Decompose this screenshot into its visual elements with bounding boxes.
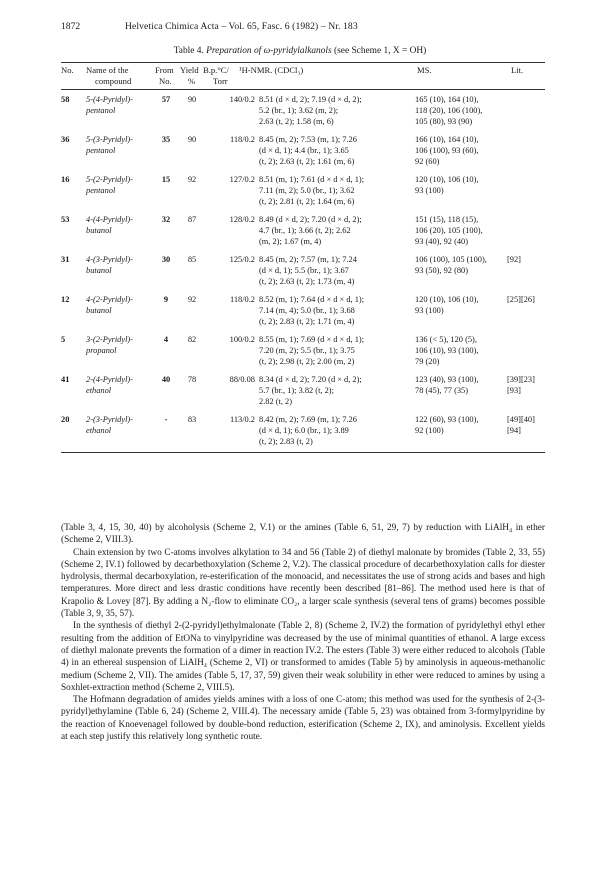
cell-ms: 165 (10), 164 (10), 118 (20), 106 (100), 105 (80), 93 (90) xyxy=(415,95,483,126)
cell-ms: 106 (100), 105 (100), 93 (50), 92 (80) xyxy=(415,255,487,275)
cell-from-no: - xyxy=(164,415,168,424)
col-header-from-1: From xyxy=(155,65,174,75)
cell-bp: 128/0.2 xyxy=(229,215,255,224)
col-header-ms: MS. xyxy=(417,65,432,75)
cell-yield: 83 xyxy=(187,415,197,424)
cell-yield: 87 xyxy=(187,215,197,224)
cell-no: 16 xyxy=(61,175,70,184)
col-header-bp-1: B.p.°C/ xyxy=(203,65,229,75)
cell-from-no: 57 xyxy=(161,95,171,104)
cell-no: 31 xyxy=(61,255,70,264)
cell-no: 41 xyxy=(61,375,70,384)
cell-ms: 166 (10), 164 (10), 106 (100), 93 (60), 92 (60) xyxy=(415,135,479,166)
cell-no: 36 xyxy=(61,135,70,144)
cell-nmr: 8.45 (m, 2); 7.57 (m, 1); 7.24 (d × d, 1); 5.5 (br., 1); 3.67 (t, 2); 2.63 (t, 2); 1.73 (m, 4) xyxy=(259,255,357,286)
cell-no: 12 xyxy=(61,295,70,304)
cell-lit: [49][40] [94] xyxy=(507,415,535,435)
cell-ms: 120 (10), 106 (10), 93 (100) xyxy=(415,175,479,195)
cell-yield: 82 xyxy=(187,335,197,344)
cell-compound-name: 5-(3-Pyridyl)- pentanol xyxy=(86,135,133,155)
page-number: 1872 xyxy=(61,21,81,32)
col-header-lit: Lit. xyxy=(511,65,524,75)
cell-nmr: 8.51 (d × d, 2); 7.19 (d × d, 2); 5.2 (br., 1); 3.62 (m, 2); 2.63 (t, 2); 1.58 (m, 6) xyxy=(259,95,362,126)
cell-ms: 122 (60), 93 (100), 92 (100) xyxy=(415,415,479,435)
cell-from-no: 35 xyxy=(161,135,171,144)
cell-bp: 140/0.2 xyxy=(229,95,255,104)
paragraph: (Table 3, 4, 15, 30, 40) by alcoholysis (Scheme 2, V.1) or the amines (Table 6, 51, 29, 7) by reduction with LiAlH₄ in ether (Scheme 2, VIII.3). xyxy=(61,523,545,546)
cell-no: 58 xyxy=(61,95,70,104)
caption-title: Preparation of ω-pyridylalkanols xyxy=(206,46,332,56)
cell-yield: 90 xyxy=(187,95,197,104)
cell-compound-name: 4-(4-Pyridyl)- butanol xyxy=(86,215,133,235)
cell-from-no: 4 xyxy=(163,335,169,344)
col-header-from-2: No. xyxy=(159,76,172,86)
caption-suffix: (see Scheme 1, X = OH) xyxy=(334,46,427,56)
col-header-nmr: ¹H-NMR. (CDCl₃) xyxy=(239,65,304,75)
col-header-name-1: Name of the xyxy=(86,65,129,75)
cell-from-no: 9 xyxy=(163,295,169,304)
cell-from-no: 32 xyxy=(161,215,171,224)
cell-no: 53 xyxy=(61,215,70,224)
col-header-yield-1: Yield xyxy=(180,65,199,75)
cell-nmr: 8.45 (m, 2); 7.53 (m, 1); 7.26 (d × d, 1); 4.4 (br., 1); 3.65 (t, 2); 2.63 (t, 2); 1.61 (m, 6) xyxy=(259,135,357,166)
paragraph: Chain extension by two C-atoms involves alkylation to 34 and 56 (Table 2) of diethyl malonate by bromides (Table 2, 33, 55) (Scheme 2, IV.1) followed by decarbethoxylation (Scheme 2, V.2). The classical procedure of decarbethoxylation calls for diester hydrolysis, thermal decarboxylation, re-esterification of the monoacid, and necessitates the use of strong acids and bases and high temperatures. More direct and less drastic conditions have recently been described [81–86]. The method used here is that of Krapolio & Lovey [87]. By adding a N₂-flow to eliminate CO₂, a larger scale synthesis (several tens of grams) becomes possible (Table 3, 9, 35, 57). xyxy=(61,547,545,620)
cell-bp: 88/0.08 xyxy=(229,375,255,384)
cell-bp: 127/0.2 xyxy=(229,175,255,184)
cell-compound-name: 5-(4-Pyridyl)- pentanol xyxy=(86,95,133,115)
cell-bp: 113/0.2 xyxy=(229,415,255,424)
cell-compound-name: 2-(3-Pyridyl)- ethanol xyxy=(86,415,133,435)
cell-ms: 136 (< 5), 120 (5), 106 (10), 93 (100), 79 (20) xyxy=(415,335,479,366)
cell-ms: 151 (15), 118 (15), 106 (20), 105 (100), 93 (40), 92 (40) xyxy=(415,215,483,246)
cell-lit: [92] xyxy=(507,255,521,264)
col-header-bp-2: Torr xyxy=(213,76,228,86)
cell-ms: 123 (40), 93 (100), 78 (45), 77 (35) xyxy=(415,375,479,395)
cell-nmr: 8.55 (m, 1); 7.69 (d × d × d, 1); 7.20 (m, 2); 5.5 (br., 1); 3.75 (t, 2); 2.98 (t, 2); 2.00 (m, 2) xyxy=(259,335,365,366)
cell-yield: 85 xyxy=(187,255,197,264)
cell-bp: 100/0.2 xyxy=(229,335,255,344)
cell-nmr: 8.51 (m, 1); 7.61 (d × d × d, 1); 7.11 (m, 2); 5.0 (br., 1); 3.62 (t, 2); 2.81 (t, 2); 1.64 (m, 6) xyxy=(259,175,365,206)
cell-no: 20 xyxy=(61,415,70,424)
cell-yield: 92 xyxy=(187,175,197,184)
col-header-yield-2: % xyxy=(188,76,196,86)
cell-yield: 78 xyxy=(187,375,197,384)
cell-yield: 90 xyxy=(187,135,197,144)
cell-lit: [25][26] xyxy=(507,295,535,304)
table-bottom-rule xyxy=(61,452,545,453)
cell-compound-name: 2-(4-Pyridyl)- ethanol xyxy=(86,375,133,395)
journal-header: Helvetica Chimica Acta – Vol. 65, Fasc. 6 (1982) – Nr. 183 xyxy=(125,21,358,32)
col-header-no: No. xyxy=(61,65,74,75)
cell-nmr: 8.34 (d × d, 2); 7.20 (d × d, 2); 5.7 (br., 1); 3.82 (t, 2); 2.82 (t, 2) xyxy=(259,375,362,406)
cell-from-no: 30 xyxy=(161,255,171,264)
cell-nmr: 8.49 (d × d, 2); 7.20 (d × d, 2); 4.7 (br., 1); 3.66 (t, 2); 2.62 (m, 2); 1.67 (m, 4) xyxy=(259,215,362,246)
table-top-rule xyxy=(61,62,545,63)
paragraph: The Hofmann degradation of amides yields amines with a loss of one C-atom; this method was used for the synthesis of 2-(3-pyridyl)ethylamine (Table 6, 24) (Scheme 2, VIII.4). The necessary amide (Table 5, 23) was obtained from 3-formylpyridine by the reaction of Knoevenagel followed by double-bond reduction, esterification (Scheme 2, IX), and aminolysis. Excellent yields at each step justify this relatively long synthetic route. xyxy=(61,695,545,743)
cell-ms: 120 (10), 106 (10), 93 (100) xyxy=(415,295,479,315)
cell-compound-name: 3-(2-Pyridyl)- propanol xyxy=(86,335,133,355)
cell-from-no: 15 xyxy=(161,175,171,184)
cell-no: 5 xyxy=(61,335,66,344)
cell-bp: 118/0.2 xyxy=(229,295,255,304)
cell-compound-name: 5-(2-Pyridyl)- pentanol xyxy=(86,175,133,195)
cell-compound-name: 4-(2-Pyridyl)- butanol xyxy=(86,295,133,315)
table-caption xyxy=(0,46,600,56)
cell-nmr: 8.42 (m, 2); 7.69 (m, 1); 7.26 (d × d, 1); 6.0 (br., 1); 3.89 (t, 2); 2.83 (t, 2) xyxy=(259,415,357,446)
body-text xyxy=(61,522,545,743)
cell-bp: 118/0.2 xyxy=(229,135,255,144)
paragraph: In the synthesis of diethyl 2-(2-pyridyl)ethylmalonate (Table 2, 8) (Scheme 2, IV.2) the formation of pyridylethyl ethyl ether resulting from the addition of EtONa to vinylpyridine was decreased by the use of minimal quantities of ethanol. A large excess of diethyl malonate prevents the formation of a dimer in reaction IV.2. The esters (Table 3) were either reduced to alcohols (Table 4) in an ethereal suspension of LiAlH₄ (Scheme 2, VI) or transformed to amides (Table 5) by aminolysis in aqueous-methanolic medium (Scheme 2, VII). The amides (Table 5, 17, 37, 59) given their weak solubility in ether were reduced to amines by using a Soxhlet-extraction method (Scheme 2, VIII.5). xyxy=(61,621,545,693)
caption-prefix: Table 4. xyxy=(173,46,204,56)
col-header-name-2: compound xyxy=(95,76,132,86)
cell-compound-name: 4-(3-Pyridyl)- butanol xyxy=(86,255,133,275)
cell-yield: 92 xyxy=(187,295,197,304)
cell-nmr: 8.52 (m, 1); 7.64 (d × d × d, 1); 7.14 (m, 4); 5.0 (br., 1); 3.68 (t, 2); 2.83 (t, 2); 1.71 (m, 4) xyxy=(259,295,365,326)
cell-lit: [39][23] [93] xyxy=(507,375,535,395)
table-header-rule xyxy=(61,89,545,90)
cell-bp: 125/0.2 xyxy=(229,255,255,264)
cell-from-no: 40 xyxy=(161,375,171,384)
